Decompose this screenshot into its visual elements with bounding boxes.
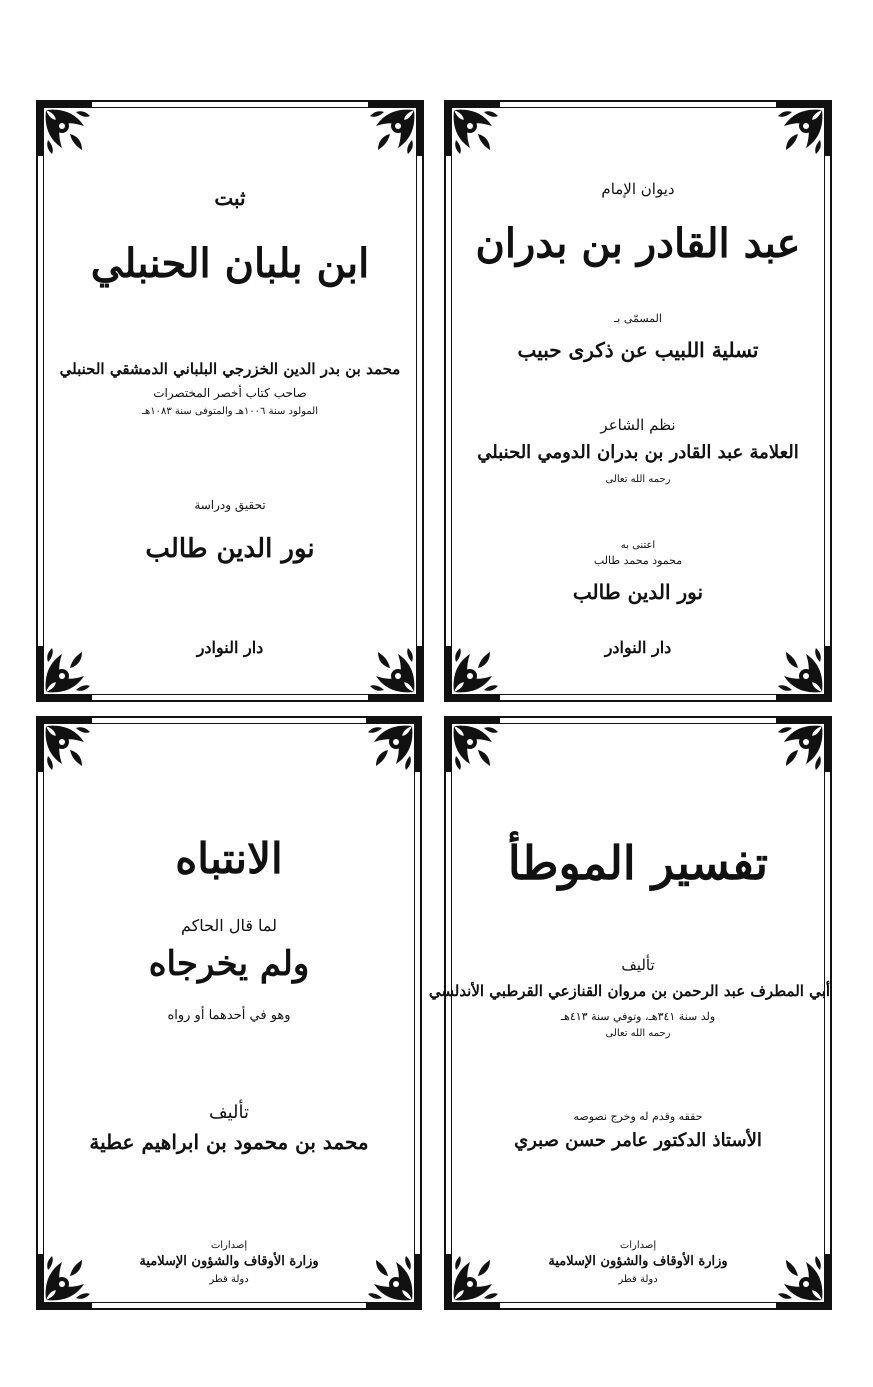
corner-ornament-icon (364, 716, 422, 774)
cover-text: لما قال الحاكم (180, 916, 278, 935)
cover-text: دولة قطر (618, 1274, 658, 1285)
cover-title: الانتباه (175, 834, 283, 883)
cover-text: دولة قطر (209, 1274, 249, 1285)
book-cover-intibah (36, 716, 422, 1310)
cover-text: حققه وقدم له وخرج نصوصه (573, 1110, 703, 1123)
cover-author: محمد بن بدر الدين الخزرجي البلباني الدمشقي الحنبلي (59, 360, 401, 378)
cover-editor: نور الدين طالب (145, 534, 315, 564)
cover-supertitle: ثبت (214, 186, 246, 210)
cover-title: عبد القادر بن بدران (475, 220, 801, 267)
cover-text: ولد سنة ٣٤١هـ، وتوفي سنة ٤١٣هـ (560, 1010, 716, 1023)
cover-text: وهو في أحدهما أو رواه (167, 1008, 291, 1023)
cover-title: تفسير الموطأ (507, 836, 769, 890)
cover-author: محمد بن محمود بن ابراهيم عطية (89, 1130, 369, 1154)
cover-publisher: دار النوادر (604, 638, 672, 657)
cover-author: أبي المطرف عبد الرحمن بن مروان القنازعي القرطبي الأندلسي (428, 982, 830, 1000)
cover-text: تحقيق ودراسة (194, 498, 266, 512)
book-cover-diwan (444, 100, 832, 702)
cover-text: رحمه الله تعالى (605, 1028, 671, 1039)
book-cover-tafsir (428, 716, 832, 1310)
corner-ornament-icon (444, 716, 502, 774)
cover-editor: الأستاذ الدكتور عامر حسن صبري (514, 1130, 762, 1151)
cover-editor: نور الدين طالب (572, 580, 704, 604)
cover-text: نظم الشاعر (600, 416, 676, 434)
cover-text: إصدارات (210, 1240, 248, 1251)
cover-text: اعتنى به (620, 540, 656, 551)
book-cover-thabat (36, 100, 424, 702)
cover-subtitle: ولم يخرجاه (148, 944, 310, 984)
cover-text: إصدارات (619, 1240, 657, 1251)
corner-ornament-icon (444, 100, 502, 158)
cover-publisher: دار النوادر (196, 638, 264, 657)
corner-ornament-icon (774, 100, 832, 158)
cover-text: المولود سنة ١٠٠٦هـ والمتوفى سنة ١٠٨٣هـ (142, 406, 318, 417)
cover-text: تأليف (621, 956, 655, 974)
corner-ornament-icon (774, 716, 832, 774)
corner-ornament-icon (36, 716, 94, 774)
cover-text: المسمّى بـ (614, 312, 662, 325)
corner-ornament-icon (36, 100, 94, 158)
cover-subtitle: تسلية اللبيب عن ذكرى حبيب (517, 338, 759, 362)
cover-text: صاحب كتاب أخصر المختصرات (153, 386, 307, 400)
cover-text: رحمه الله تعالى (605, 474, 671, 485)
cover-text: تأليف (208, 1102, 250, 1123)
corner-ornament-icon (366, 100, 424, 158)
cover-supertitle: ديوان الإمام (601, 180, 675, 198)
cover-author: العلامة عبد القادر بن بدران الدومي الحنبلي (477, 442, 799, 463)
cover-title: ابن بلبان الحنبلي (90, 240, 370, 287)
cover-text: محمود محمد طالب (593, 554, 683, 567)
cover-publisher: وزارة الأوقاف والشؤون الإسلامية (548, 1254, 728, 1269)
cover-publisher: وزارة الأوقاف والشؤون الإسلامية (139, 1254, 319, 1269)
